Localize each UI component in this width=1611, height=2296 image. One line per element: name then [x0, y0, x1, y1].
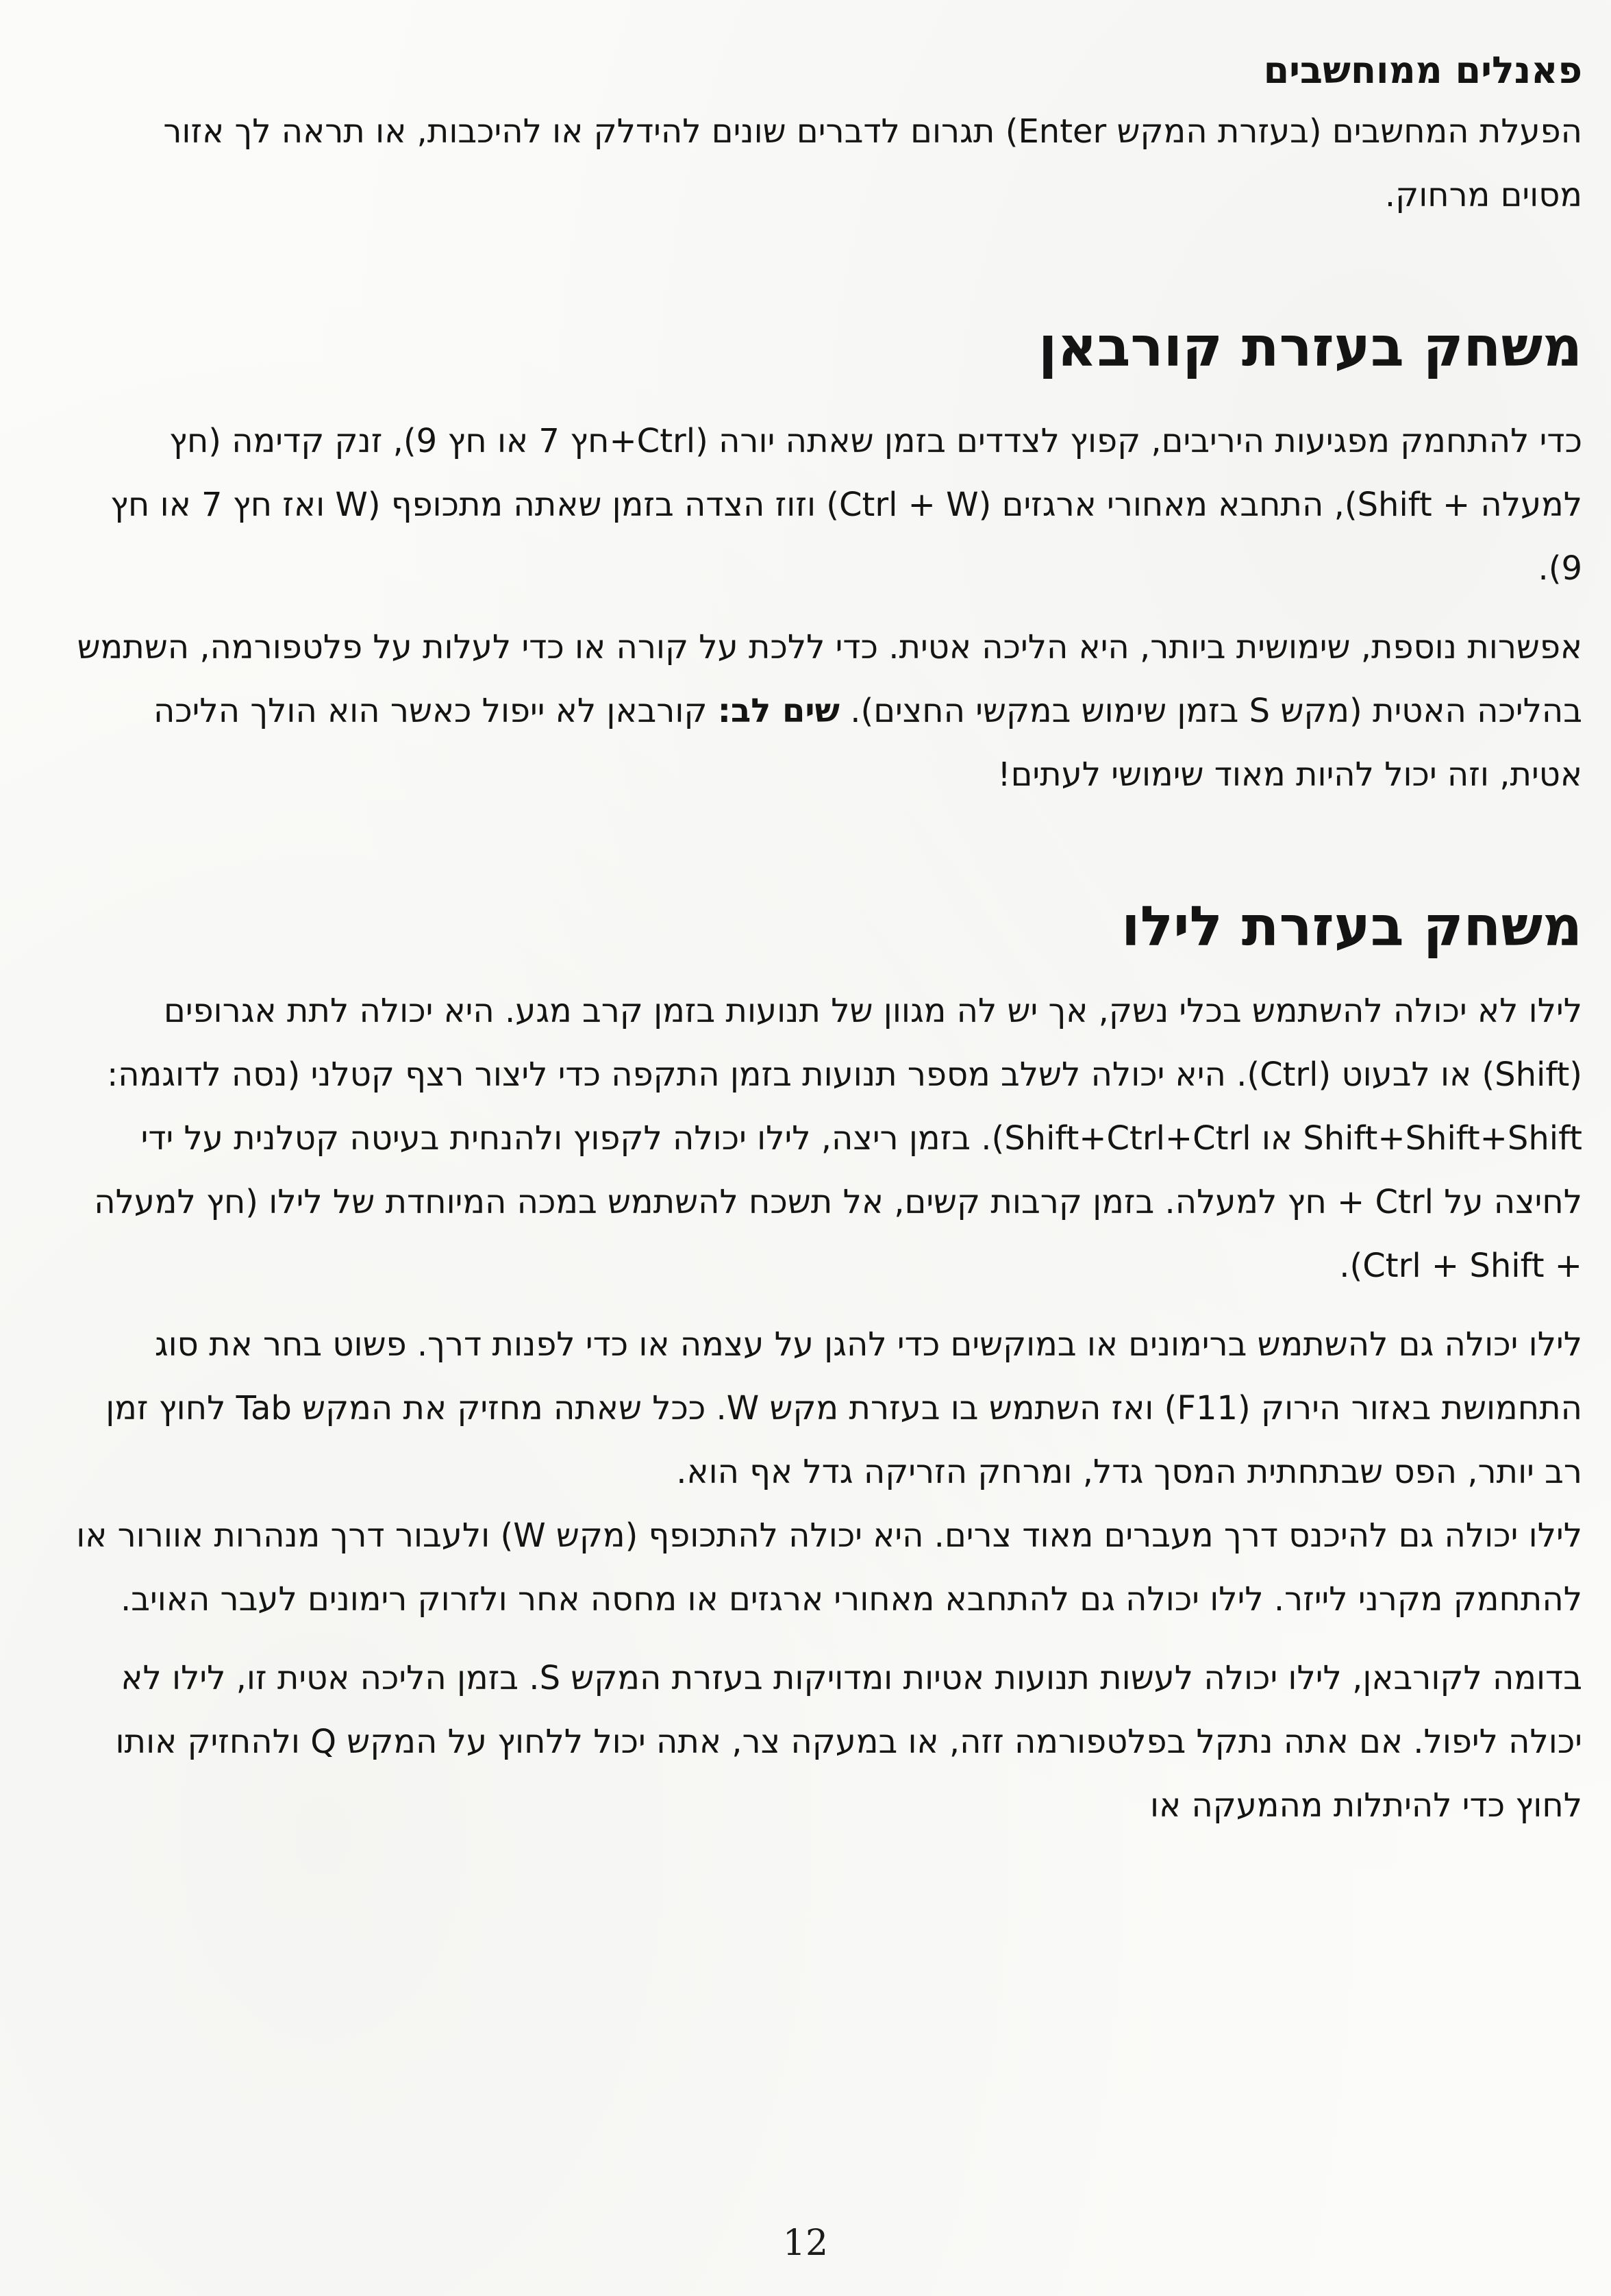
spacer [75, 227, 1582, 310]
spacer [75, 385, 1582, 410]
korban-paragraph-1: כדי להתחמק מפגיעות היריבים, קפוץ לצדדים בזמן שאתה יורה (Ctrl+חץ 7 או חץ 9), זנק קדימה (חץ למעלה + Shift), התחבא מאחורי ארגזים (Ctrl + W) וזוז הצדה בזמן שאתה מתכופף (W ואז חץ 7 או חץ 9). [110, 422, 1582, 588]
computer-panels-paragraph: הפעלת המחשבים (בעזרת המקש Enter) תגרום לדברים שונים להידלק או להיכבות, או תראה לך אזור מסוים מרחוק. [163, 112, 1582, 214]
spacer [75, 964, 1582, 979]
korban-paragraph-2: אפשרות נוספת, שימושית ביותר, היא הליכה אטית. כדי ללכת על קורה או כדי לעלות על פלטפורמה, השתמש בהליכה האטית (מקש S בזמן שימוש במקשי החצים). [77, 628, 1582, 730]
korban-note-text: קורבאן לא ייפול כאשר הוא הולך הליכה אטית, וזה יכול להיות מאוד שימושי לעתים! [153, 692, 1582, 794]
korban-note-label: שים לב: [717, 692, 840, 730]
korban-paragraph-2-block [75, 616, 1582, 807]
page-content [75, 41, 1582, 1838]
spacer [75, 1632, 1582, 1647]
spacer [75, 807, 1582, 889]
page-number: 12 [782, 2223, 829, 2264]
lilo-paragraph-1: לילו לא יכולה להשתמש בכלי נשק, אך יש לה מגוון של תנועות בזמן קרב מגע. היא יכולה לתת אגרופים (Shift) או לבעוט (Ctrl). היא יכולה לשלב מספר תנועות בזמן התקפה כדי ליצור רצף קטלני (נסה לדוגמה: Shift+Shift+Shift או Shift+Ctrl+Ctrl). בזמן ריצה, לילו יכולה לקפוץ ולהנחית בעיטה קטלנית על ידי לחיצה על Ctrl + חץ למעלה. בזמן קרבות קשים, אל תשכח להשתמש במכה המיוחדת של לילו (חץ למעלה + Ctrl + Shift). [94, 992, 1582, 1285]
computer-panels-heading: פאנלים ממוחשבים [1263, 49, 1582, 92]
lilo-heading: משחק בעזרת לילו [1121, 895, 1582, 958]
lilo-paragraph-4: בדומה לקורבאן, לילו יכולה לעשות תנועות אטיות ומדויקות בעזרת המקש S. בזמן הליכה אטית זו, לילו לא יכולה ליפול. אם אתה נתקל בפלטפורמה זזה, או במעקה צר, אתה יכול ללחוץ על המקש Q ולהחזיק אותו לחוץ כדי להיתלות מהמעקה או [115, 1659, 1582, 1825]
spacer [75, 1298, 1582, 1313]
korban-heading: משחק בעזרת קורבאן [1038, 315, 1582, 379]
spacer [75, 601, 1582, 616]
lilo-paragraph-3: לילו יכולה גם להיכנס דרך מעברים מאוד צרים. היא יכולה להתכופף (מקש W) ולעבור דרך מנהרות אוורור או להתחמק מקרני לייזר. לילו יכולה גם להתחבא מאחורי ארגזים או מחסה אחר ולזרוק רימונים לעבר האויב. [76, 1517, 1582, 1619]
lilo-paragraph-2: לילו יכולה גם להשתמש ברימונים או במוקשים כדי להגן על עצמה או כדי לפנות דרך. פשוט בחר את סוג התחמושת באזור הירוק (F11) ואז השתמש בו בעזרת מקש W. ככל שאתה מחזיק את המקש Tab לחוץ זמן רב יותר, הפס שבתחתית המסך גדל, ומרחק הזריקה גדל אף הוא. [105, 1325, 1582, 1491]
